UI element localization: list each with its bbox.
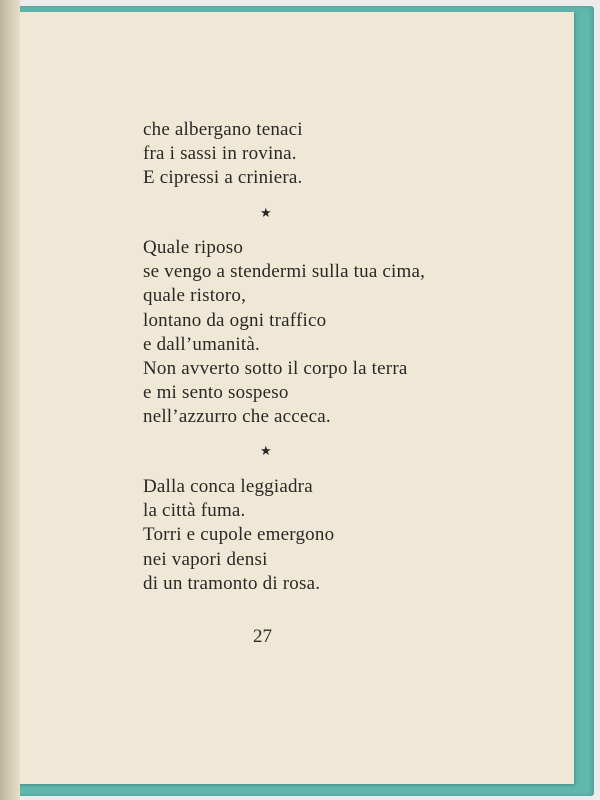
page-gutter	[0, 0, 20, 800]
poem-line: nei vapori densi	[143, 548, 268, 570]
poem-line: di un tramonto di rosa.	[143, 572, 321, 594]
stanza-3	[143, 475, 523, 596]
poem-line: Quale riposo	[143, 237, 244, 258]
star-separator-1: ★	[260, 206, 272, 221]
poem-line: e dall’umanità.	[143, 333, 260, 355]
poem-line: nell’azzurro che acceca.	[143, 406, 331, 428]
stanza-2	[143, 236, 523, 430]
poem-text-2	[143, 236, 523, 430]
stanza-1	[143, 118, 523, 191]
poem-line: se vengo a stendermi sulla tua cima,	[143, 261, 426, 283]
poem-line: quale ristoro,	[143, 285, 247, 307]
poem-text-3	[143, 475, 523, 596]
page-number: 27	[253, 626, 272, 647]
poem-line: lontano da ogni traffico	[143, 309, 327, 331]
poem-line: Non avverto sotto il corpo la terra	[143, 357, 408, 379]
poem-line: Torri e cupole emergono	[143, 524, 335, 546]
poem-line: Dalla conca leggiadra	[143, 476, 313, 497]
star-separator-2: ★	[260, 444, 272, 459]
poem-text	[143, 118, 523, 191]
poem-line: che albergano tenaci	[143, 119, 303, 140]
poem-line: E cipressi a criniera.	[143, 167, 303, 189]
poem-line: la città fuma.	[143, 500, 246, 522]
poem-line: fra i sassi in rovina.	[143, 143, 297, 165]
poem-line: e mi sento sospeso	[143, 382, 289, 404]
